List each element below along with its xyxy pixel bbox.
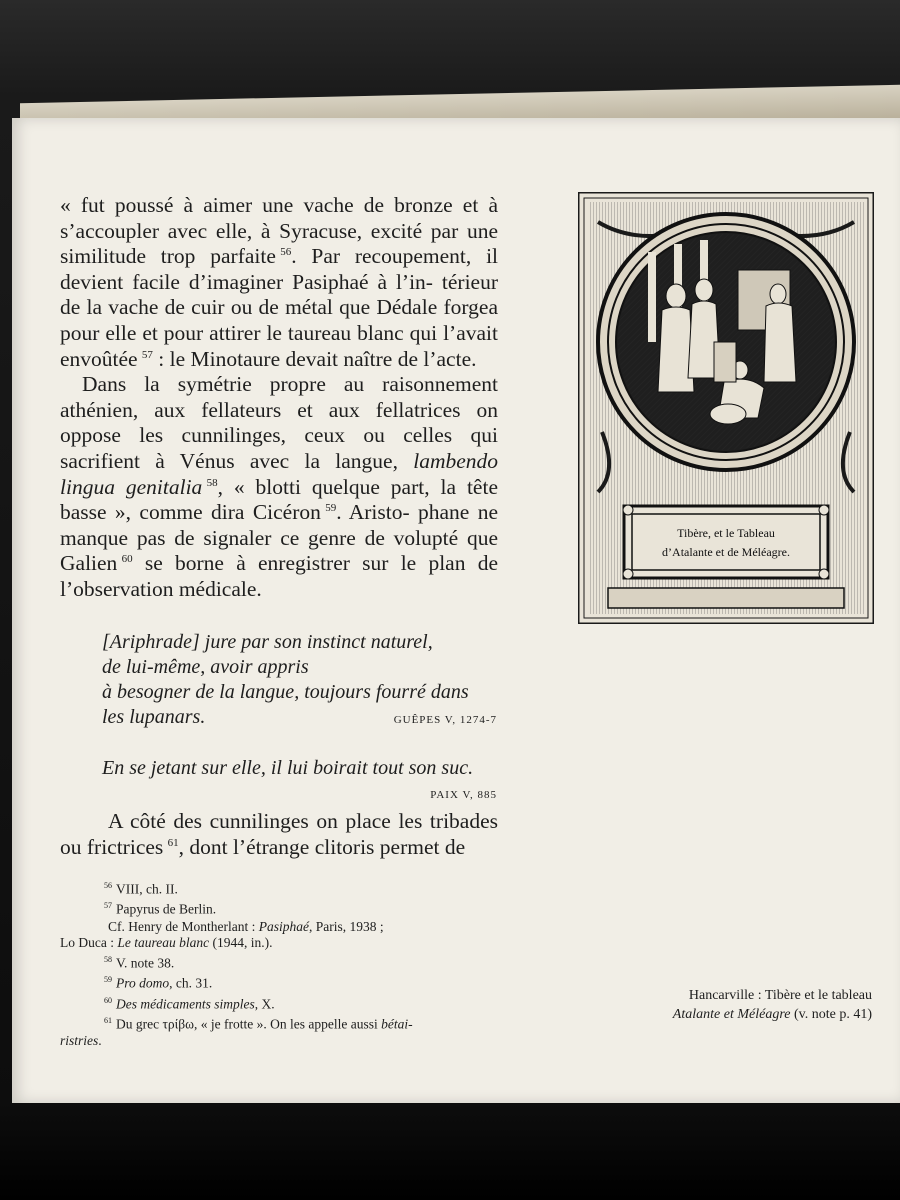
book-page [12,118,900,1103]
plate-caption: Hancarville : Tibère et le tableau Atalante et Méléagre (v. note p. 41) [672,988,872,1022]
quote-guepes: [Ariphrade] jure par son instinct naturel, de lui-même, avoir appris à besogner de la langue, toujours fourré dans les lupanars. GUÊPES V, 1274-7 [102,630,497,733]
engraving-plate [578,192,874,624]
footnote-ref: 61 [167,836,179,849]
plate-label-line1: Tibère, et le Tableau [677,526,775,540]
footnote-item: $^{59}$ Pro domo, ch. 31. [104,975,213,991]
main-text [60,193,498,603]
footnote-item: $^{56}$ VIII, ch. II. [104,881,178,897]
paragraph-2: Dans la symétrie propre au raisonnement athénien, aux fellateurs et aux fellatrices on oppose les cunnilinges, ceux ou celles qui sacrifient à Vénus avec la langue, lambendo lingua genitalia $^{58}$, « blotti quelque part, la tête basse », comme dira Cicéron $^{59}$. Aristo- phane ne manque pas de signaler ce genre de volupté que Galien $^{60}$ se borne à enregistrer sur le plan de l’observation médicale. [60,372,499,601]
footnotes [60,878,500,1050]
footnote-item: Lo Duca : Le taureau blanc (1944, in.). [60,935,273,951]
plate-label-line2: d’Atalante et de Méléagre. [662,545,790,559]
footnote-ref: 59 [325,501,337,514]
footnote-ref: 56 [280,246,292,259]
paragraph-3: A côté des cunnilinges on place les tribades ou frictrices $^{61}$, dont l’étrange clitoris permet de [60,809,498,859]
quote-citation: GUÊPES V, 1274-7 [393,714,497,726]
footnote-item: $^{61}$ Du grec τρίβω, « je frotte ». On les appelle aussi bétai- [104,1016,413,1032]
main-text-continued [60,809,498,860]
footnote-item: $^{60}$ Des médicaments simples, X. [104,995,275,1012]
footnote-ref: 58 [206,476,218,489]
footnote-item: Cf. Henry de Montherlant : Pasiphaé, Paris, 1938 ; [108,918,384,934]
quote-citation: PAIX V, 885 [430,789,497,801]
quote-paix: En se jetant sur elle, il lui boirait tout son suc. PAIX V, 885 [102,756,497,808]
footnote-ref: 57 [141,348,153,361]
footnote-item: ristries. [60,1033,102,1049]
paragraph-1: « fut poussé à aimer une vache de bronze et à s’accoupler avec elle, à Syracuse, excité par une similitude trop parfaite $^{56}$. Par recoupement, il devient facile d’imaginer Pasiphaé à l’in- térieur de la vache de cuir ou de métal que Dédale forgea pour elle et pour attirer le taureau blanc qui l’avait envoûtée $^{57}$ : le Minotaure devait naître de l’acte. [60,193,499,371]
footnote-item: $^{57}$ Papyrus de Berlin. [104,901,217,917]
footnote-item: $^{58}$ V. note 38. [104,955,175,971]
footnote-ref: 60 [121,553,133,566]
